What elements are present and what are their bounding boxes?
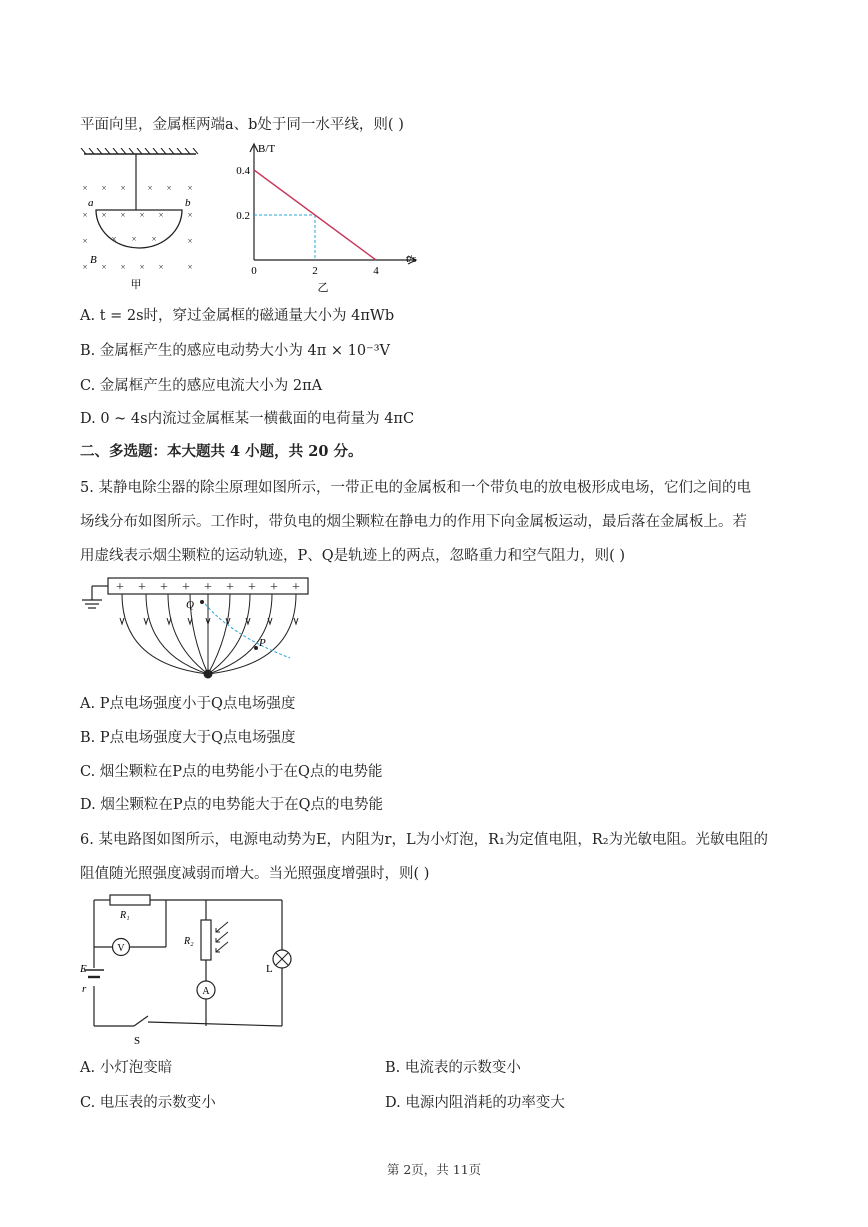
svg-text:×: × xyxy=(101,262,107,272)
figure-precipitator xyxy=(78,574,318,684)
svg-text:×: × xyxy=(139,210,145,220)
section-heading: 二、多选题：本大题共 4 小题，共 20 分。 xyxy=(80,443,363,460)
label-R2: R₂ xyxy=(184,936,194,947)
svg-text:×: × xyxy=(139,262,145,272)
q6-option-c: C. 电压表的示数变小 xyxy=(80,1095,216,1111)
q4-option-a: A. t = 2s时，穿过金属框的磁通量大小为 4πWb xyxy=(80,308,395,324)
svg-text:×: × xyxy=(147,183,153,193)
svg-text:V: V xyxy=(117,943,125,954)
y-axis-label: B/T xyxy=(258,143,276,155)
svg-text:×: × xyxy=(166,183,172,193)
svg-text:×: × xyxy=(101,210,107,220)
q6-stem-line-2: 阻值随光照强度减弱而增大。当光照强度增强时，则( ) xyxy=(80,866,430,882)
q4-option-c: C. 金属框产生的感应电流大小为 2πA xyxy=(80,378,323,394)
ground-symbol xyxy=(82,586,108,608)
q4-option-d: D. 0 ~ 4s内流过金属框某一横截面的电荷量为 4πC xyxy=(80,411,415,427)
q6-option-b: B. 电流表的示数变小 xyxy=(385,1060,521,1076)
figure-yi-chart xyxy=(228,140,428,295)
label-R1: R₁ xyxy=(120,910,130,921)
svg-text:×: × xyxy=(82,262,88,272)
q5-stem-line-2: 场线分布如图所示。工作时，带负电的烟尘颗粒在静电力的作用下向金属板运动，最后落在金属板上。若 xyxy=(80,514,747,530)
field-lines xyxy=(122,594,296,674)
q6-option-d: D. 电源内阻消耗的功率变大 xyxy=(385,1095,565,1111)
q4-option-b: B. 金属框产生的感应电动势大小为 4π × 10⁻³V xyxy=(80,343,390,359)
photoresistor-R2 xyxy=(201,920,211,960)
q5-stem-line-3: 用虚线表示烟尘颗粒的运动轨迹，P、Q是轨迹上的两点，忽略重力和空气阻力，则( ) xyxy=(80,548,626,564)
svg-text:+: + xyxy=(270,580,278,595)
battery xyxy=(84,970,104,977)
q5-option-a: A. P点电场强度小于Q点电场强度 xyxy=(80,696,296,712)
page-footer: 第 2页，共 11页 xyxy=(386,1162,482,1177)
svg-text:×: × xyxy=(187,262,193,272)
svg-text:+: + xyxy=(292,580,300,595)
svg-text:×: × xyxy=(187,236,193,246)
discharge-electrode xyxy=(204,670,213,679)
x-tick-label: 2 xyxy=(312,265,318,277)
svg-text:×: × xyxy=(187,210,193,220)
svg-text:+: + xyxy=(182,580,190,595)
figure-circuit xyxy=(76,892,306,1047)
x-tick-label: 4 xyxy=(373,265,379,277)
svg-text:×: × xyxy=(101,183,107,193)
x-axis-label: t/s xyxy=(406,253,417,265)
q4-stem-tail: 平面向里，金属框两端a、b处于同一水平线，则( ) xyxy=(80,117,404,133)
y-tick-label: 0.4 xyxy=(236,165,250,177)
q5-stem-line-1: 5. 某静电除尘器的除尘原理如图所示，一带正电的金属板和一个带负电的放电极形成电场，它们之间的电 xyxy=(80,480,751,496)
point-Q xyxy=(200,600,204,604)
svg-text:A: A xyxy=(202,986,210,997)
q5-option-d: D. 烟尘颗粒在P点的电势能大于在Q点的电势能 xyxy=(80,797,383,813)
svg-text:×: × xyxy=(120,262,126,272)
svg-text:+: + xyxy=(116,580,124,595)
svg-text:+: + xyxy=(226,580,234,595)
svg-text:×: × xyxy=(158,210,164,220)
svg-text:×: × xyxy=(82,210,88,220)
svg-text:×: × xyxy=(131,234,137,244)
label-Q: Q xyxy=(186,599,194,611)
point-P xyxy=(254,646,258,650)
svg-text:×: × xyxy=(111,234,117,244)
label-L: L xyxy=(266,963,273,975)
label-b: b xyxy=(185,197,191,209)
figure-jia xyxy=(78,148,208,293)
label-S: S xyxy=(134,1035,141,1047)
label-B: B xyxy=(90,254,97,266)
svg-text:×: × xyxy=(120,210,126,220)
caption-jia: 甲 xyxy=(130,279,142,291)
q6-option-a: A. 小灯泡变暗 xyxy=(80,1060,173,1076)
q6-stem-line-1: 6. 某电路图如图所示，电源电动势为E，内阻为r，L为小灯泡，R₁为定值电阻，R₂为光敏电阻。光敏电阻的 xyxy=(80,832,769,848)
caption-yi: 乙 xyxy=(317,282,329,294)
svg-text:+: + xyxy=(138,580,146,595)
svg-text:+: + xyxy=(204,580,212,595)
label-E: E xyxy=(80,963,87,975)
y-tick-label: 0.2 xyxy=(236,210,250,222)
svg-text:×: × xyxy=(187,183,193,193)
label-a: a xyxy=(88,197,94,209)
svg-text:×: × xyxy=(82,236,88,246)
resistor-R1 xyxy=(110,895,150,905)
x-tick-label: 0 xyxy=(251,265,257,277)
svg-text:×: × xyxy=(158,262,164,272)
svg-text:+: + xyxy=(248,580,256,595)
q5-option-c: C. 烟尘颗粒在P点的电势能小于在Q点的电势能 xyxy=(80,764,383,780)
svg-text:+: + xyxy=(160,580,168,595)
svg-text:×: × xyxy=(82,183,88,193)
label-P: P xyxy=(259,637,266,649)
particle-trajectory xyxy=(202,600,290,658)
svg-text:×: × xyxy=(120,183,126,193)
q5-option-b: B. P点电场强度大于Q点电场强度 xyxy=(80,730,296,746)
svg-text:×: × xyxy=(151,234,157,244)
label-r: r xyxy=(82,983,87,995)
